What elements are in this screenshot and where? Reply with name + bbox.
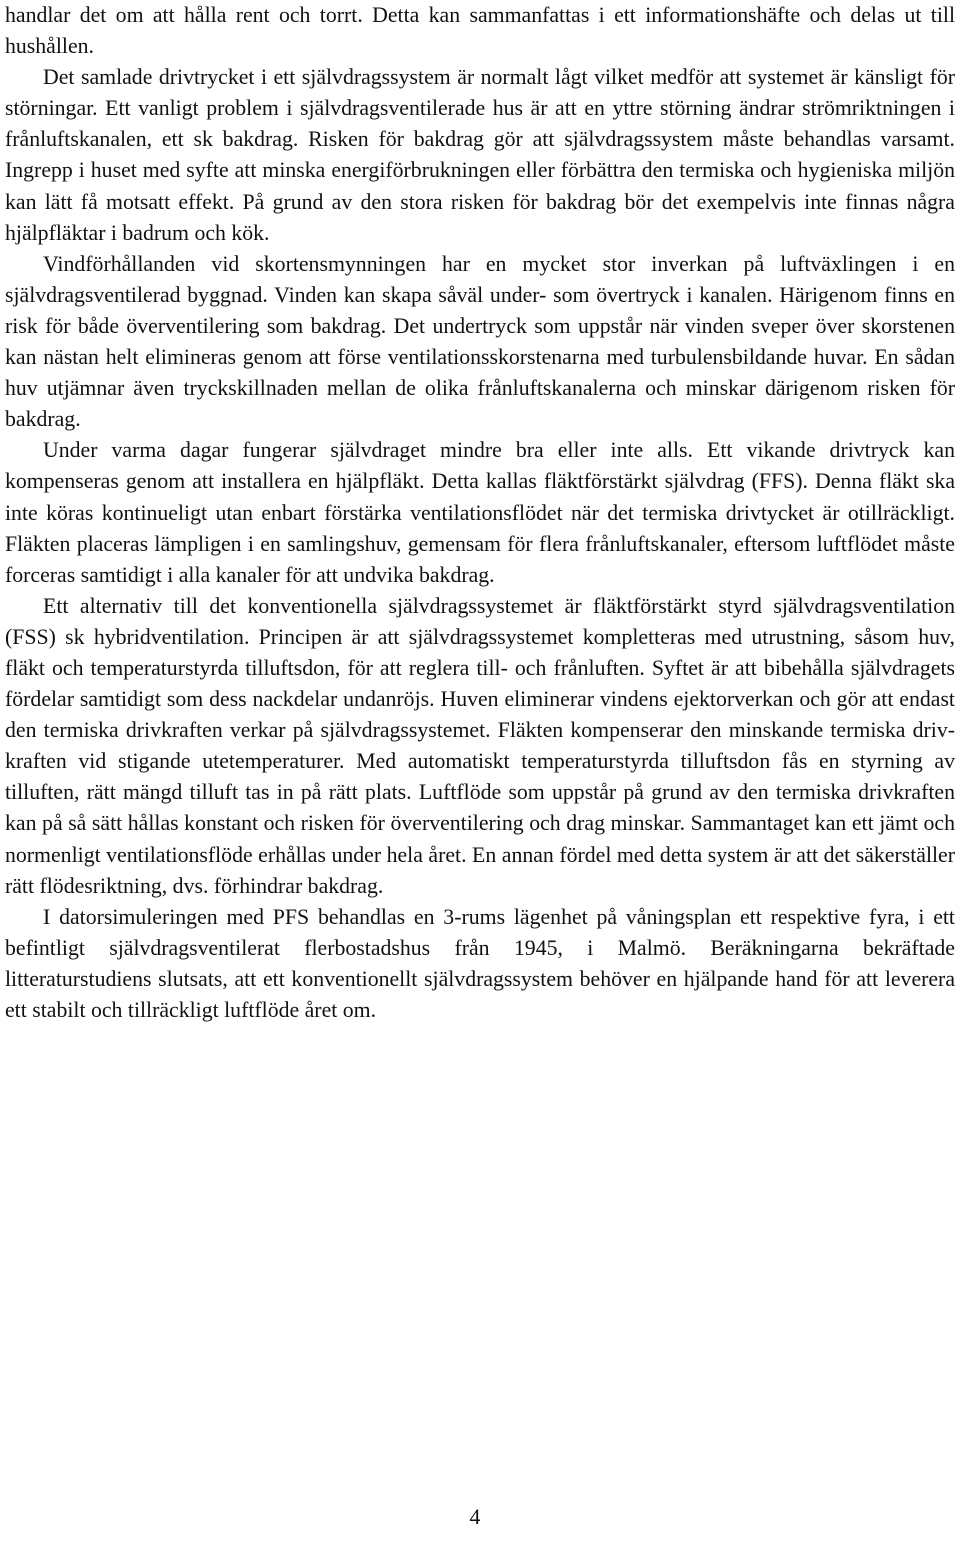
document-page: [5, 0, 955, 1548]
paragraph-hybridventilation: Ett alternativ till det konventionella självdragssystemet är fläktförstärkt styrd självdragsventilation (FSS) sk hybridventilation. Principen är att självdragssystemet kompletteras med utrustning, såsom huv, fläkt och temperaturstyrda tilluftsdon, för att reglera till- och frånluften. Syftet är att bibehålla självdragets fördelar samtidigt som dess nackdelar undanröjs. Huven eliminerar vindens ejektorverkan och gör att endast den termiska drivkraften verkar på självdragssystemet. Fläkten kompenserar den minskande termiska drivkraften vid stigande utetemperaturer. Med automatiskt temperaturstyrda tilluftsdon fås en styrning av tilluften, rätt mängd tilluft tas in på rätt plats. Luftflöde som uppstår på grund av den termiska drivkraften kan på så sätt hållas konstant och risken för överventilering och drag minskar. Sammantaget kan ett jämt och normenligt ventilationsflöde erhållas under hela året. En annan fördel med detta system är att det säkerställer rätt flödesriktning, dvs. förhindrar bakdrag.: [5, 593, 955, 898]
paragraph-datorsimulering: I datorsimuleringen med PFS behandlas en 3-rums lägenhet på våningsplan ett respektive fyra, i ett befintligt självdragsventilerat flerbostadshus från 1945, i Malmö. Beräkningarna bekräftade litteraturstudiens slutsats, att ett konventionellt självdragssystem behöver en hjälpande hand för att leverera ett stabilt och tillräckligt luftflöde året om.: [5, 904, 955, 1022]
paragraph-continuation: handlar det om att hålla rent och torrt. Detta kan sammanfattas i ett informationshäfte och delas ut till hushållen.: [5, 3, 955, 59]
paragraph-vindforhallanden: Vindförhållanden vid skortensmynningen har en mycket stor inverkan på luftväxlingen i en självdragsventilerad byggnad. Vinden kan skapa såväl under- som övertryck i kanalen. Härigenom finns en risk för både överventilering som bakdrag. Det undertryck som uppstår när vinden sveper över skorstenen kan nästan helt elimineras genom att förse ventilationsskorstenarna med turbulensbildande huvar. En sådan huv utjämnar även tryckskillnaden mellan de olika frånluftskanalerna och minskar därigenom risken för bakdrag.: [5, 251, 955, 432]
page-number: 4: [469, 1505, 481, 1529]
paragraph-varma-dagar: Under varma dagar fungerar självdraget mindre bra eller inte alls. Ett vikande drivtryck kan kompenseras genom att installera en hjälpfläkt. Detta kallas fläktförstärkt självdrag (FFS). Denna fläkt ska inte köras kontinueligt utan enbart förstärka ventilationsflödet när det termiska drivtycket är otillräckligt. Fläkten placeras lämpligen i en samlingshuv, gemensam för flera frånluftskanaler, eftersom luftflödet måste forceras samtidigt i alla kanaler för att undvika bakdrag.: [5, 438, 955, 587]
paragraph-bakdrag: Det samlade drivtrycket i ett självdragssystem är normalt lågt vilket medför att systemet är känsligt för störningar. Ett vanligt problem i självdragsventilerade hus är att en yttre störning ändrar strömriktningen i frånluftskanalen, ett sk bakdrag. Risken för bakdrag gör att självdragssystem måste behandlas varsamt. Ingrepp i huset med syfte att minska energiförbrukningen eller förbättra den termiska och hygieniska miljön kan lätt få motsatt effekt. På grund av den stora risken för bakdrag bör det exempelvis inte finnas några hjälpfläktar i badrum och kök.: [5, 65, 955, 245]
